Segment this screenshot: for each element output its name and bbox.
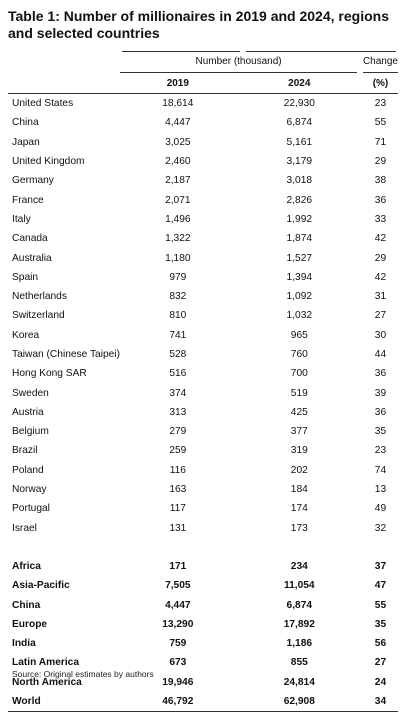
row-label: Sweden	[12, 387, 49, 399]
value-2024: 11,054	[283, 580, 315, 592]
value-2019: 46,792	[120, 692, 236, 712]
value-2024: 760	[290, 349, 308, 360]
value-2019: 741	[169, 329, 187, 341]
table-row	[8, 152, 398, 171]
value-2024: 184	[290, 484, 308, 496]
value-2024: 1,394	[286, 271, 313, 283]
row-label: Korea	[12, 329, 40, 341]
value-2024: 855	[290, 657, 308, 669]
value-2024: 1,032	[286, 310, 313, 322]
value-2019: 4,447	[165, 599, 191, 611]
year-2019-header: 2019	[120, 73, 236, 94]
table-row	[8, 113, 398, 132]
value-2024: 3,179	[286, 156, 313, 168]
row-label: Poland	[12, 464, 44, 476]
change-value: 44	[374, 349, 387, 360]
row-label: Australia	[12, 252, 52, 264]
section-spacer	[8, 538, 398, 557]
row-label: Portugal	[12, 503, 50, 515]
change-value: 31	[374, 291, 387, 303]
value-2019: 2,460	[165, 156, 191, 168]
value-2024: 377	[290, 426, 308, 438]
table-row	[8, 422, 398, 441]
value-2019: 2,071	[165, 194, 191, 206]
table-row	[8, 287, 398, 306]
table-row	[8, 692, 398, 712]
value-2019: 528	[169, 349, 187, 360]
value-2019: 673	[169, 657, 187, 669]
row-label: Spain	[12, 271, 39, 283]
change-value: 29	[374, 252, 387, 264]
source-note: Source: Original estimates by authors	[12, 669, 154, 679]
table-row	[8, 461, 398, 480]
change-value: 27	[374, 310, 387, 322]
row-label: North America	[12, 676, 82, 688]
change-header: Change	[363, 51, 398, 73]
row-label: Africa	[12, 560, 41, 572]
change-value: 23	[374, 445, 387, 457]
change-value: 42	[374, 233, 387, 245]
change-value: 23	[374, 98, 387, 110]
value-2019: 171	[169, 560, 187, 572]
change-unit-header: (%)	[363, 73, 398, 94]
value-2019: 979	[169, 271, 187, 283]
row-label: Asia-Pacific	[12, 580, 70, 592]
table-row	[8, 248, 398, 267]
table-row	[8, 326, 398, 345]
value-2019: 832	[169, 291, 187, 303]
change-value: 71	[374, 136, 387, 148]
change-value: 29	[374, 156, 387, 168]
table-row	[8, 595, 398, 614]
row-label: France	[12, 194, 44, 206]
table-row	[8, 441, 398, 460]
row-label: Latin America	[12, 657, 79, 669]
value-2019: 279	[169, 426, 187, 438]
value-2024: 965	[290, 329, 308, 341]
table-row	[8, 634, 398, 653]
year-2024-header: 2024	[241, 73, 357, 94]
change-value: 49	[374, 503, 387, 515]
value-2024: 1,992	[286, 213, 313, 225]
row-label: Norway	[12, 484, 47, 496]
table-title: Table 1: Number of millionaires in 2019 and 2024, regions and selected countries	[8, 8, 389, 41]
value-2019: 516	[169, 368, 187, 380]
change-value: 36	[374, 368, 387, 380]
change-value: 35	[374, 618, 387, 630]
change-value: 35	[374, 426, 387, 438]
change-value: 13	[374, 484, 387, 496]
change-value: 37	[374, 560, 387, 572]
value-2019: 374	[169, 387, 187, 399]
value-2024: 62,908	[241, 692, 357, 712]
table-row	[8, 306, 398, 325]
value-2024: 24,814	[283, 676, 315, 688]
table-row	[8, 403, 398, 422]
row-label: United Kingdom	[12, 156, 85, 168]
table-row	[8, 557, 398, 576]
change-value: 36	[374, 406, 387, 418]
table-row	[8, 268, 398, 287]
value-2019: 18,614	[162, 98, 194, 110]
value-2019: 131	[169, 522, 187, 534]
table-row	[8, 210, 398, 229]
row-label: United States	[12, 98, 74, 110]
value-2024: 3,018	[286, 175, 313, 187]
change-value: 47	[374, 580, 387, 592]
value-2024: 234	[290, 560, 308, 572]
row-label: Brazil	[12, 445, 38, 457]
table-row	[8, 383, 398, 402]
value-2019: 1,180	[165, 252, 191, 264]
change-value: 36	[374, 194, 387, 206]
change-value: 30	[374, 329, 387, 341]
table-row	[8, 364, 398, 383]
table-row	[8, 615, 398, 634]
value-2024: 202	[290, 464, 308, 476]
row-label: Europe	[12, 618, 48, 630]
value-2024: 5,161	[286, 136, 313, 148]
change-value: 38	[374, 175, 387, 187]
value-2024: 2,826	[286, 194, 313, 206]
change-value: 34	[363, 692, 398, 712]
row-label: India	[12, 638, 36, 650]
value-2019: 4,447	[165, 117, 191, 129]
value-2019: 117	[169, 503, 186, 515]
row-label: Italy	[12, 213, 31, 225]
row-label: Taiwan (Chinese Taipei)	[12, 349, 120, 360]
value-2019: 7,505	[165, 580, 191, 592]
value-2019: 1,496	[165, 213, 191, 225]
value-2019: 810	[169, 310, 187, 322]
value-2019: 3,025	[165, 136, 191, 148]
value-2024: 425	[290, 406, 308, 418]
table-row	[8, 345, 398, 364]
value-2024: 22,930	[283, 98, 315, 110]
value-2024: 17,892	[283, 618, 315, 630]
table-row	[8, 499, 398, 518]
table-row	[8, 519, 398, 538]
table-row	[8, 171, 398, 190]
row-label: World	[8, 692, 120, 712]
table-row	[8, 190, 398, 209]
value-2024: 1,092	[286, 291, 313, 303]
value-2019: 19,946	[162, 676, 194, 688]
value-2019: 13,290	[162, 618, 194, 630]
value-2024: 700	[290, 368, 308, 380]
value-2024: 1,874	[286, 233, 313, 245]
table-row	[8, 229, 398, 248]
value-2024: 6,874	[286, 117, 313, 129]
value-2019: 313	[169, 406, 187, 418]
row-label: Canada	[12, 233, 48, 245]
value-2019: 163	[169, 484, 187, 496]
value-2024: 1,527	[286, 252, 313, 264]
change-value: 27	[374, 657, 387, 669]
value-2019: 1,322	[165, 233, 191, 245]
change-value: 33	[374, 213, 387, 225]
row-label: Hong Kong SAR	[12, 368, 87, 380]
value-2024: 1,186	[286, 638, 313, 650]
row-label: Japan	[12, 136, 40, 148]
change-value: 32	[374, 522, 387, 534]
millionaires-table	[8, 51, 398, 712]
change-value: 42	[374, 271, 387, 283]
change-value: 39	[374, 387, 387, 399]
row-label: Israel	[12, 522, 37, 534]
number-header: Number (thousand)	[120, 51, 357, 73]
value-2024: 6,874	[286, 599, 313, 611]
row-label: Netherlands	[12, 291, 67, 303]
change-value: 74	[374, 464, 387, 476]
change-value: 55	[374, 599, 387, 611]
value-2024: 319	[290, 445, 308, 457]
value-2019: 759	[169, 638, 187, 650]
row-label: Austria	[12, 406, 44, 418]
value-2019: 259	[169, 445, 187, 457]
value-2024: 173	[290, 522, 308, 534]
table-row	[8, 480, 398, 499]
row-label: China	[12, 599, 41, 611]
row-label: Germany	[12, 175, 54, 187]
value-2019: 2,187	[165, 175, 191, 187]
change-value: 24	[374, 676, 387, 688]
subheader-row	[8, 73, 398, 94]
value-2024: 519	[290, 387, 308, 399]
row-label: Belgium	[12, 426, 49, 438]
value-2024: 174	[290, 503, 308, 515]
row-label: China	[12, 117, 39, 129]
row-label: Switzerland	[12, 310, 65, 322]
table-row	[8, 94, 398, 114]
header-row	[8, 51, 398, 73]
value-2019: 116	[169, 464, 186, 476]
table-row	[8, 576, 398, 595]
change-value: 56	[374, 638, 387, 650]
table-row	[8, 133, 398, 152]
change-value: 55	[374, 117, 387, 129]
